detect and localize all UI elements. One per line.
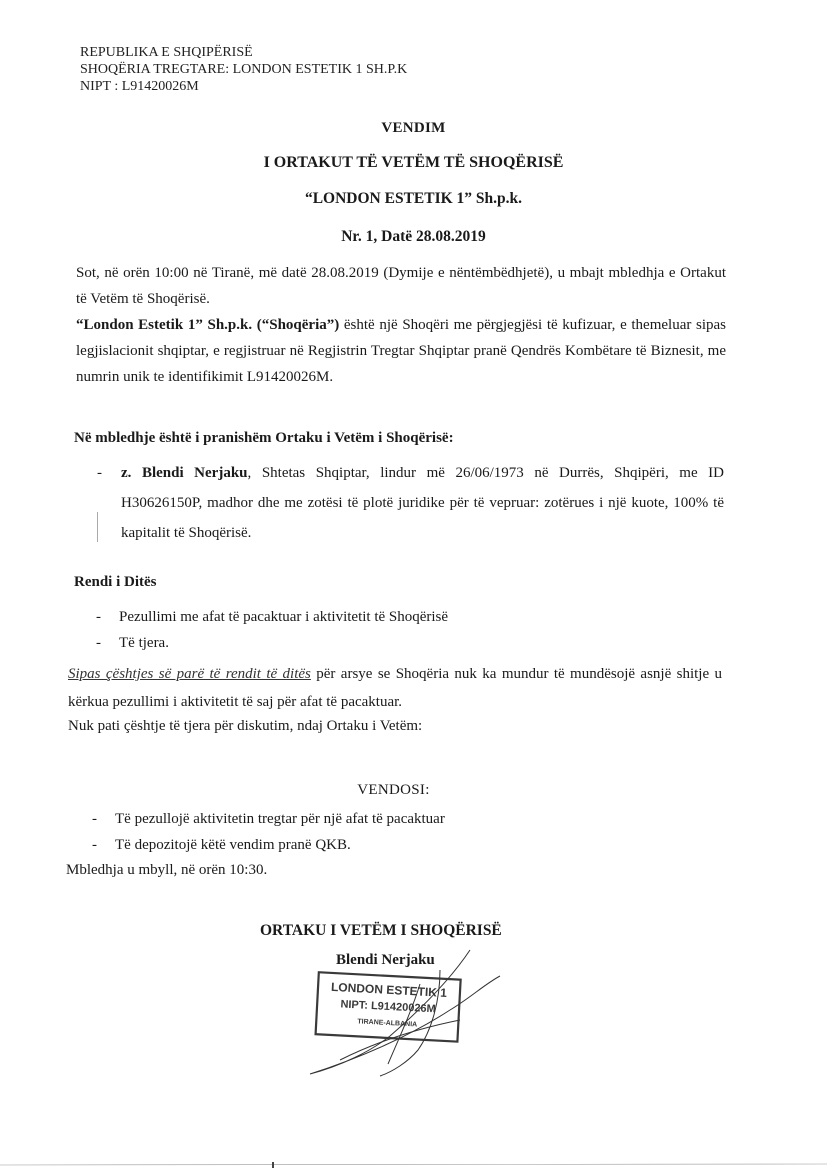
company-definition: “London Estetik 1” Sh.p.k. (“Shoqëria”) xyxy=(76,317,340,333)
closing-line: Mbledhja u mbyll, në orën 10:30. xyxy=(66,862,268,878)
stamp-nipt: NIPT: L91420026M xyxy=(340,998,437,1016)
document-title: VENDIM xyxy=(381,120,446,136)
decision-number-date: Nr. 1, Datë 28.08.2019 xyxy=(341,228,486,245)
company-stamp xyxy=(316,972,461,1041)
decision-item-text: Të depozitojë këtë vendim pranë QKB. xyxy=(115,837,351,853)
decision-item xyxy=(92,832,351,858)
attendance-heading: Në mbledhje është i pranishëm Ortaku i Vetëm i Shoqërisë: xyxy=(74,430,454,446)
document-header xyxy=(80,44,407,95)
agenda-heading: Rendi i Ditës xyxy=(74,574,157,590)
discussion-paragraph xyxy=(68,660,722,716)
company-description: është një Shoqëri me përgjegjësi të kufizuar, e themeluar sipas legjislacionit shqiptar, e regjistruar në Regjistrin Tregtar Shqiptar pranë Qendrës Kombëtare të Biznesit, me numrin unik te identifikimit L91420026M. xyxy=(76,317,726,385)
list-dash: - xyxy=(92,837,97,853)
list-dash: - xyxy=(96,609,101,625)
list-dash: - xyxy=(96,635,101,651)
intro-paragraph: Sot, në orën 10:00 në Tiranë, më datë 28.08.2019 (Dymije e nëntëmbëdhjetë), u mbajt mbledhja e Ortakut të Vetëm të Shoqërisë. xyxy=(76,265,726,307)
header-company: SHOQËRIA TREGTARE: LONDON ESTETIK 1 SH.P.K xyxy=(80,62,408,77)
signatory-name: Blendi Nerjaku xyxy=(336,952,435,968)
stamp-company: LONDON ESTETIK 1 xyxy=(330,979,448,1000)
stamp-city: TIRANE-ALBANIA xyxy=(357,1018,418,1029)
discussion-text: për arsye se Shoqëria nuk ka mundur të mundësojë asnjë shitje u kërkua pezullimi i aktivitetit të saj për afat të pacaktuar. xyxy=(68,666,722,710)
company-stamp-and-signature xyxy=(300,940,520,1080)
no-other-issues: Nuk pati çështje të tjera për diskutim, ndaj Ortaku i Vetëm: xyxy=(68,718,423,734)
document-subtitle: I ORTAKUT TË VETËM TË SHOQËRISË xyxy=(263,154,564,171)
decision-heading: VENDOSI: xyxy=(357,782,430,798)
attendee-details xyxy=(121,458,724,548)
company-name: “LONDON ESTETIK 1” Sh.p.k. xyxy=(304,190,523,207)
page-bottom-edge xyxy=(0,1160,827,1169)
decision-item xyxy=(92,806,445,832)
attendee-description: , Shtetas Shqiptar, lindur më 26/06/1973 në Durrës, Shqipëri, me ID H30626150P, madhor dhe me zotësi të plotë juridike për të vepruar: zotërues i një kuote, 100% të kapitalit të Shoqërisë. xyxy=(121,465,724,541)
agenda-item xyxy=(96,604,448,630)
attendee-name: z. Blendi Nerjaku xyxy=(121,465,248,481)
agenda-item-text: Të tjera. xyxy=(119,635,169,651)
agenda-item-text: Pezullimi me afat të pacaktuar i aktivitetit të Shoqërisë xyxy=(119,609,449,625)
agenda-reference: Sipas çështjes së parë të rendit të ditës xyxy=(68,666,311,682)
header-country: REPUBLIKA E SHQIPËRISË xyxy=(80,45,253,60)
decision-item-text: Të pezullojë aktivitetin tregtar për një afat të pacaktuar xyxy=(115,811,445,827)
margin-mark xyxy=(97,512,98,542)
list-dash: - xyxy=(92,811,97,827)
attendance-dash: - xyxy=(97,465,102,481)
company-description-paragraph xyxy=(76,312,726,390)
signature-title: ORTAKU I VETËM I SHOQËRISË xyxy=(260,922,502,939)
agenda-item xyxy=(96,630,169,656)
header-nipt: NIPT : L91420026M xyxy=(80,79,199,94)
